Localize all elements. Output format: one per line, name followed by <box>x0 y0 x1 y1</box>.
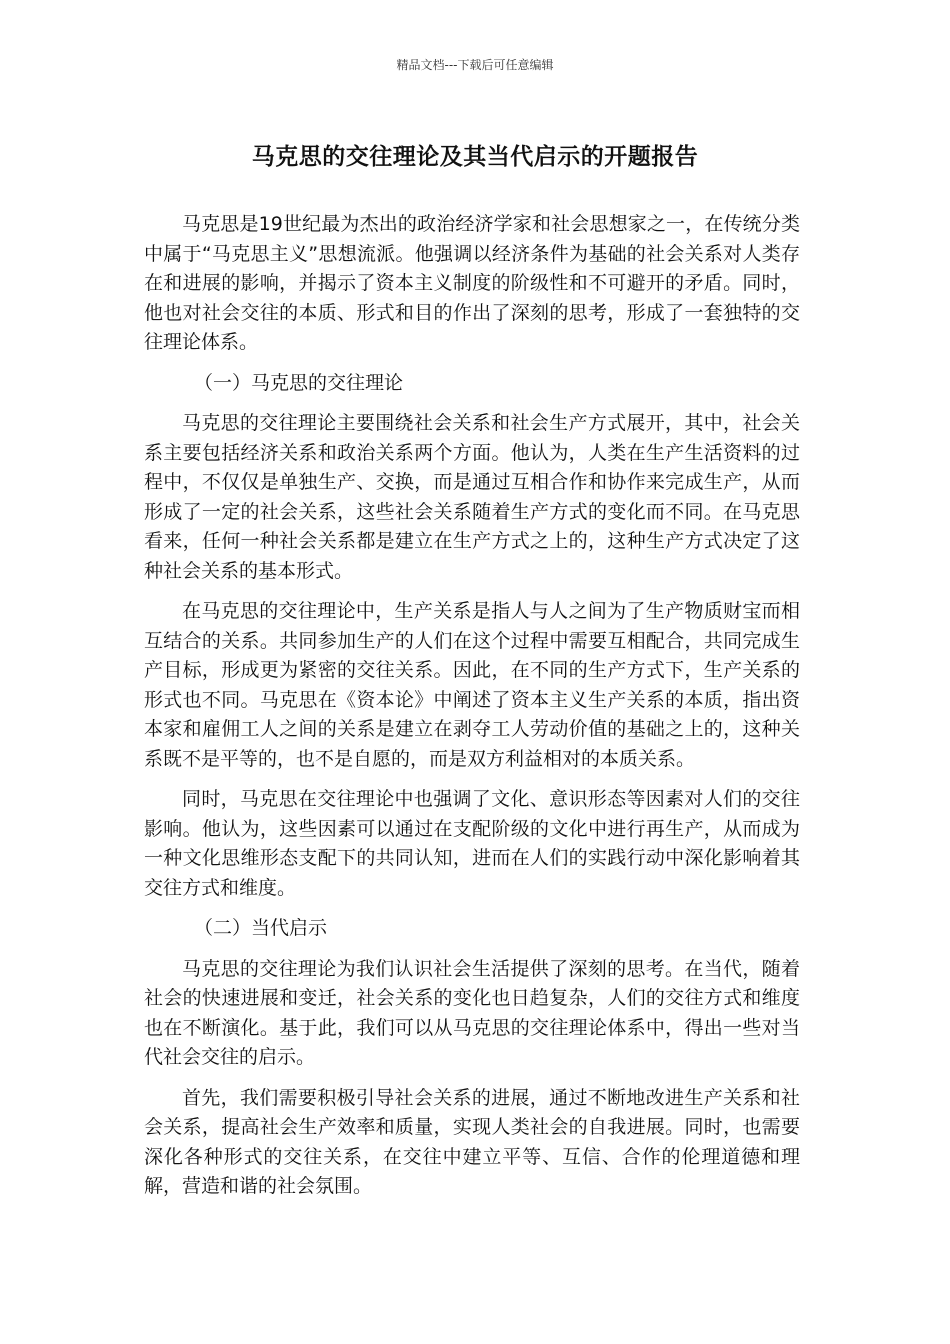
section1-paragraph-2: 在马克思的交往理论中，生产关系是指人与人之间为了生产物质财宝而相互结合的关系。共同参加生产的人们在这个过程中需要互相配合，共同完成生产目标，形成更为紧密的交往关系。因此，在不同的生产方式下，生产关系的形式也不同。马克思在《资本论》中阐述了资本主义生产关系的本质，指出资本家和雇佣工人之间的关系是建立在剥夺工人劳动价值的基础之上的，这种关系既不是平等的，也不是自愿的，而是双方利益相对的本质关系。 <box>144 600 800 770</box>
section1-paragraph-1: 马克思的交往理论主要围绕社会关系和社会生产方式展开，其中，社会关系主要包括经济关系和政治关系两个方面。他认为，人类在生产生活资料的过程中，不仅仅是单独生产、交换，而是通过互相合作和协作来完成生产，从而形成了一定的社会关系，这些社会关系随着生产方式的变化而不同。在马克思看来，任何一种社会关系都是建立在生产方式之上的，这种生产方式决定了这种社会关系的基本形式。 <box>144 412 800 582</box>
section2-paragraph-1: 马克思的交往理论为我们认识社会生活提供了深刻的思考。在当代，随着社会的快速进展和变迁，社会关系的变化也日趋复杂，人们的交往方式和维度也在不断演化。基于此，我们可以从马克思的交往理论体系中，得出一些对当代社会交往的启示。 <box>144 957 800 1068</box>
header-note: 精品文档---下载后可任意编辑 <box>396 58 554 72</box>
intro-paragraph: 马克思是19世纪最为杰出的政治经济学家和社会思想家之一，在传统分类中属于“马克思主义”思想流派。他强调以经济条件为基础的社会关系对人类存在和进展的影响，并揭示了资本主义制度的阶级性和不可避开的矛盾。同时，他也对社会交往的本质、形式和目的作出了深刻的思考，形成了一套独特的交往理论体系。 <box>144 213 800 353</box>
section1-paragraph-3: 同时，马克思在交往理论中也强调了文化、意识形态等因素对人们的交往影响。他认为，这些因素可以通过在支配阶级的文化中进行再生产，从而成为一种文化思维形态支配下的共同认知，进而在人们的实践行动中深化影响着其交往方式和维度。 <box>144 788 800 899</box>
document-body <box>144 210 800 1213</box>
document-title: 马克思的交往理论及其当代启示的开题报告 <box>251 144 699 170</box>
section-heading-2: （二）当代启示 <box>194 917 328 939</box>
section2-paragraph-2: 首先，我们需要积极引导社会关系的进展，通过不断地改进生产关系和社会关系，提高社会生产效率和质量，实现人类社会的自我进展。同时，也需要深化各种形式的交往关系，在交往中建立平等、互信、合作的伦理道德和理解，营造和谐的社会氛围。 <box>144 1086 800 1197</box>
section-heading-1: （一）马克思的交往理论 <box>194 371 404 394</box>
